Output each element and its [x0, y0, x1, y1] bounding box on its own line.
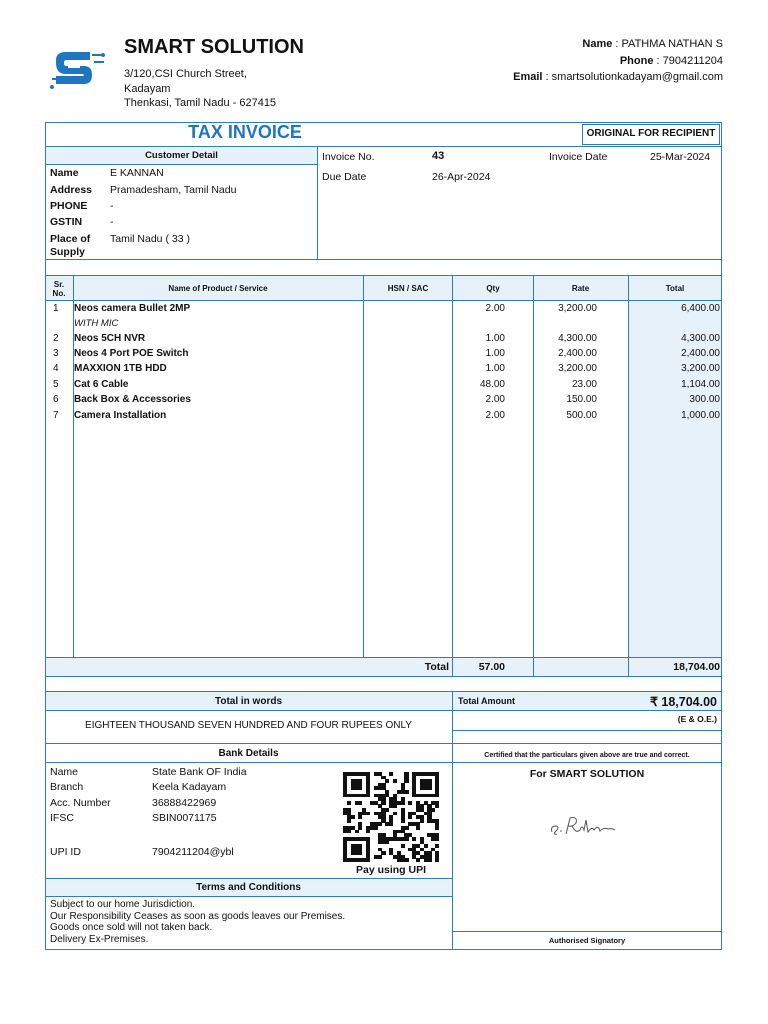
item-total: 2,400.00	[681, 347, 720, 359]
qr-module	[358, 851, 362, 855]
item-rate: 4,300.00	[558, 332, 597, 344]
signature-scribble	[548, 812, 618, 842]
table-row	[45, 347, 722, 362]
th-rate: Rate	[571, 284, 590, 293]
contact-email-value: smartsolutionkadayam@gmail.com	[551, 71, 723, 83]
upi-qr-code	[343, 772, 439, 862]
qr-module	[393, 812, 397, 816]
bank-branch: Keela Kadayam	[152, 781, 227, 793]
item-total: 3,200.00	[681, 363, 720, 375]
qr-module	[431, 808, 435, 812]
contact-name-row: Name : PATHMA NATHAN S	[582, 38, 723, 50]
customer-phone-label: PHONE	[50, 200, 88, 212]
qr-module	[381, 801, 385, 805]
table-row	[45, 393, 722, 408]
total-label: Total	[424, 661, 449, 673]
divider	[45, 259, 722, 260]
due-date-label: Due Date	[322, 171, 367, 183]
qr-module	[385, 779, 389, 783]
invoice-date-label: Invoice Date	[549, 151, 608, 163]
qr-caption: Pay using UPI	[355, 864, 427, 876]
words-heading: Total in words	[214, 696, 283, 707]
item-rate: 3,200.00	[558, 363, 597, 375]
qr-module	[416, 858, 420, 862]
qr-module	[385, 808, 389, 812]
logo-graphic	[50, 46, 106, 92]
th-product: Name of Product / Service	[168, 284, 268, 293]
item-rate: 23.00	[571, 378, 597, 390]
qr-module	[408, 801, 412, 805]
th-sr-line: Sr.	[53, 280, 65, 289]
customer-heading: Customer Detail	[145, 150, 218, 161]
address-line: Kadayam	[124, 82, 171, 95]
item-total: 1,104.00	[681, 378, 720, 390]
qr-module	[358, 815, 362, 819]
divider	[45, 676, 722, 677]
item-total: 6,400.00	[681, 303, 720, 314]
eoe-note: (E & O.E.)	[677, 714, 717, 724]
place-of-supply-label	[50, 233, 90, 259]
contact-email-label: Email	[513, 71, 543, 83]
item-qty: 2.00	[485, 394, 505, 406]
contact-name-value: PATHMA NATHAN S	[621, 38, 723, 50]
qr-module	[389, 772, 393, 776]
terms-heading: Terms and Conditions	[196, 882, 301, 893]
item-rate: 150.00	[566, 394, 597, 406]
item-qty: 2.00	[485, 409, 505, 421]
terms-text	[50, 899, 345, 945]
item-name: Back Box & Accessories	[74, 394, 191, 406]
item-qty: 1.00	[485, 363, 505, 375]
customer-address: Pramadesham, Tamil Nadu	[110, 184, 237, 196]
item-name: Neos 5CH NVR	[74, 332, 146, 344]
bank-acc-label: Acc. Number	[50, 797, 111, 809]
qr-module	[347, 801, 351, 805]
qr-module	[404, 826, 408, 830]
for-company: For SMART SOLUTION	[529, 768, 645, 780]
amount-in-words: EIGHTEEN THOUSAND SEVEN HUNDRED AND FOUR RUPEES ONLY	[85, 720, 412, 731]
item-name: MAXXION 1TB HDD	[74, 363, 167, 375]
contact-phone-row: Phone : 7904211204	[619, 54, 723, 67]
item-sr: 6	[53, 394, 59, 406]
customer-name: E KANNAN	[110, 167, 164, 179]
total-amount-value: ₹ 18,704.00	[649, 695, 717, 709]
item-sr: 1	[53, 303, 59, 314]
item-qty: 1.00	[485, 347, 505, 359]
qr-module	[366, 794, 370, 798]
company-name: SMART SOLUTION	[124, 36, 304, 58]
due-date: 26-Apr-2024	[432, 171, 491, 183]
qr-module	[412, 837, 416, 841]
copy-label: ORIGINAL FOR RECIPIENT	[586, 128, 716, 139]
qr-module	[351, 815, 355, 819]
terms-line: Our Responsibility Ceases as soon as goods leaves our Premises.	[50, 910, 346, 922]
th-qty: Qty	[486, 284, 500, 293]
qr-module	[366, 830, 370, 834]
qr-module	[381, 851, 385, 855]
qr-module	[401, 801, 405, 805]
upi-label: UPI ID	[50, 846, 81, 858]
terms-line: Subject to our home Jurisdiction.	[50, 899, 196, 910]
company-address	[124, 67, 276, 111]
th-sr	[45, 280, 73, 298]
qr-module	[404, 790, 408, 794]
item-rate: 500.00	[566, 409, 597, 421]
item-rate: 2,400.00	[558, 347, 597, 359]
bank-heading: Bank Details	[218, 748, 279, 759]
contact-phone-label: Phone	[619, 54, 654, 67]
divider	[45, 710, 452, 711]
qr-module	[420, 819, 424, 823]
certified-note: Certified that the particulars given above are true and correct.	[484, 752, 690, 759]
qr-module	[385, 840, 389, 844]
th-hsn: HSN / SAC	[387, 284, 429, 293]
divider	[452, 710, 722, 711]
item-qty: 1.00	[485, 332, 505, 344]
qr-module	[393, 804, 397, 808]
place-label-line: Place of	[50, 233, 91, 245]
qr-module	[427, 858, 431, 862]
contact-email-row: Email : smartsolutionkadayam@gmail.com	[513, 71, 723, 83]
qr-module	[389, 822, 393, 826]
table-row	[45, 362, 722, 377]
item-sr: 4	[53, 363, 59, 375]
divider	[45, 896, 452, 897]
invoice-no-label: Invoice No.	[322, 151, 375, 163]
item-total: 300.00	[689, 394, 720, 406]
divider	[45, 300, 722, 301]
divider	[452, 730, 722, 731]
address-line: 3/120,CSI Church Street,	[124, 68, 247, 80]
qr-module	[378, 822, 382, 826]
qr-module	[435, 826, 439, 830]
grand-total: 18,704.00	[673, 661, 720, 673]
bank-name: State Bank OF India	[152, 766, 247, 778]
upi-id: 7904211204@ybl	[152, 846, 234, 858]
bank-branch-label: Branch	[50, 781, 84, 793]
total-qty: 57.00	[478, 661, 505, 673]
qr-module	[435, 794, 439, 798]
qr-module	[404, 779, 408, 783]
company-logo	[50, 46, 106, 92]
item-name: Cat 6 Cable	[74, 378, 129, 390]
terms-line: Goods once sold will not taken back.	[50, 922, 213, 934]
qr-module	[435, 837, 439, 841]
terms-line: Delivery Ex-Premises.	[50, 933, 149, 945]
qr-module	[401, 844, 405, 848]
qr-module	[408, 815, 412, 819]
table-row	[45, 332, 722, 347]
qr-module	[401, 819, 405, 823]
invoice-title: TAX INVOICE	[188, 122, 302, 142]
qr-module	[424, 844, 428, 848]
item-rate: 3,200.00	[558, 303, 597, 314]
qr-module	[358, 826, 362, 830]
bank-acc: 36888422969	[152, 797, 217, 809]
qr-module	[358, 801, 362, 805]
invoice-date: 25-Mar-2024	[650, 151, 711, 163]
qr-module	[366, 812, 370, 816]
address-line: Thenkasi, Tamil Nadu - 627415	[124, 97, 277, 109]
divider	[317, 146, 318, 259]
customer-name-label: Name	[50, 167, 79, 179]
qr-module	[347, 819, 351, 823]
customer-phone: -	[110, 200, 114, 212]
place-label-line: Supply	[50, 246, 86, 258]
customer-gstin-label: GSTIN	[50, 216, 83, 228]
place-of-supply: Tamil Nadu ( 33 )	[110, 233, 190, 245]
table-row	[45, 302, 722, 317]
contact-name-label: Name	[582, 38, 613, 50]
item-qty: 48.00	[479, 378, 505, 390]
qr-module	[378, 855, 382, 859]
table-row	[45, 378, 722, 393]
qr-module	[393, 779, 397, 783]
signature-image	[548, 812, 618, 842]
item-total: 4,300.00	[681, 332, 720, 344]
divider	[452, 762, 722, 763]
customer-gstin: -	[110, 216, 114, 228]
bank-name-label: Name	[50, 766, 79, 778]
table-row	[45, 409, 722, 424]
qr-module	[355, 830, 359, 834]
divider	[45, 743, 722, 744]
qr-module	[404, 837, 408, 841]
qr-module	[435, 858, 439, 862]
item-note: WITH MIC	[74, 318, 119, 329]
qr-module	[416, 826, 420, 830]
qr-module	[347, 830, 351, 834]
divider	[45, 657, 722, 658]
item-sr: 2	[53, 332, 59, 344]
table-row-note	[45, 317, 722, 332]
item-sr: 3	[53, 347, 59, 359]
th-sr-line: No.	[52, 289, 66, 298]
qr-module	[435, 844, 439, 848]
th-total: Total	[665, 284, 685, 293]
authorised-signatory: Authorised Signatory	[548, 936, 626, 945]
qr-module	[435, 804, 439, 808]
item-sr: 5	[53, 378, 59, 390]
bank-ifsc-label: IFSC	[50, 812, 74, 824]
item-total: 1,000.00	[681, 409, 720, 421]
customer-address-label: Address	[50, 184, 93, 196]
invoice-no: 43	[432, 150, 445, 162]
divider	[45, 762, 452, 763]
item-qty: 2.00	[485, 303, 505, 314]
qr-module	[366, 858, 370, 862]
qr-module	[404, 858, 408, 862]
contact-phone-value: 7904211204	[662, 54, 723, 67]
qr-module	[427, 786, 431, 790]
contact-block	[513, 36, 723, 86]
item-name: Neos 4 Port POE Switch	[74, 347, 189, 359]
qr-module	[374, 826, 378, 830]
item-name: Neos camera Bullet 2MP	[74, 303, 191, 314]
bank-ifsc: SBIN0071175	[152, 812, 217, 824]
qr-module	[358, 786, 362, 790]
item-sr: 7	[53, 409, 59, 421]
total-amount-label: Total Amount	[458, 696, 515, 706]
item-name: Camera Installation	[74, 409, 167, 421]
divider	[452, 931, 722, 932]
